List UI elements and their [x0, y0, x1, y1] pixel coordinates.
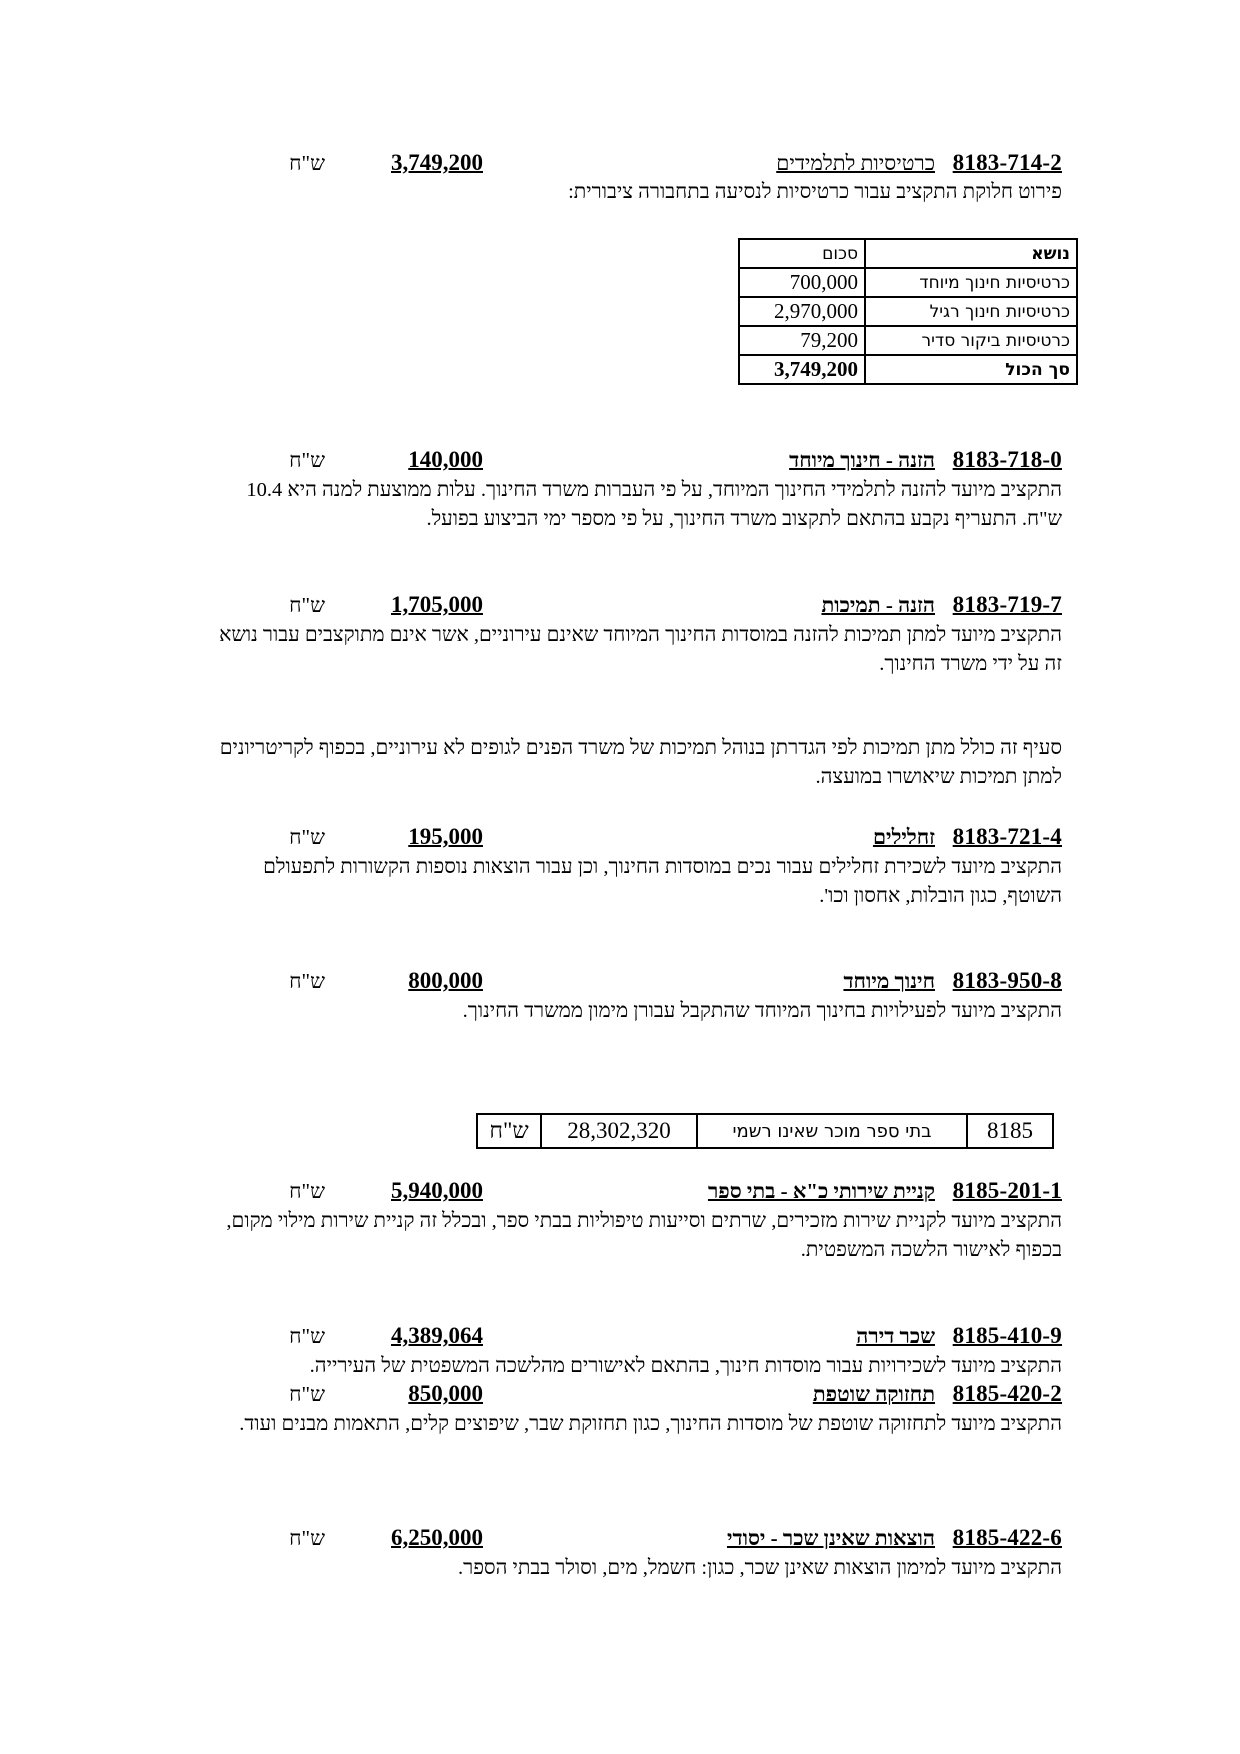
- budget-item-title: שכר דירה: [856, 1324, 935, 1348]
- budget-item-header: [0, 824, 1240, 854]
- budget-item-code: 8183-721-4: [952, 824, 1062, 849]
- budget-item-description: התקציב מיועד למתן תמיכות להזנה במוסדות החינוך המיוחד שאינם עירוניים, אשר אינם מתוקצבים עבור נושא זה על ידי משרד החינוך.: [219, 624, 1062, 675]
- column-header-amount: סכום: [739, 239, 865, 268]
- breakdown-table: [738, 238, 1078, 385]
- budget-item-title: קניית שירותי כ"א - בתי ספר: [707, 1179, 935, 1203]
- budget-item-note: סעיף זה כולל מתן תמיכות לפי הגדרתן בנוהל תמיכות של משרד הפנים לגופים לא עירוניים, בכפוף לקריטריונים למתן תמיכות שיאושרו במועצה.: [219, 737, 1062, 788]
- currency-label: ש"ח: [289, 1324, 325, 1348]
- budget-item-code: 8185-201-1: [952, 1178, 1062, 1203]
- total-label: סך הכול: [865, 355, 1077, 384]
- currency-label: ש"ח: [289, 448, 325, 472]
- budget-item-header: [0, 150, 1240, 180]
- budget-item-amount: 140,000: [408, 447, 483, 472]
- currency-label: ש"ח: [289, 1382, 325, 1406]
- budget-item-header: [0, 1381, 1240, 1411]
- table-row: [739, 297, 1077, 326]
- budget-item-title: זחלילים: [872, 825, 935, 849]
- budget-item-header: [0, 968, 1240, 998]
- budget-item-description: התקציב מיועד לפעילויות בחינוך המיוחד שהתקבל עבורן מימון ממשרד החינוך.: [462, 1000, 1062, 1022]
- budget-item-amount: 850,000: [408, 1381, 483, 1406]
- budget-item-amount: 195,000: [408, 824, 483, 849]
- total-amount: 3,749,200: [739, 355, 865, 384]
- table-row: [739, 326, 1077, 355]
- chapter-title: בתי ספר מוכר שאינו רשמי: [697, 1114, 967, 1148]
- row-amount: 79,200: [739, 326, 865, 355]
- currency-label: ש"ח: [289, 825, 325, 849]
- budget-item-title: הוצאות שאינן שכר - יסודי: [726, 1526, 935, 1550]
- budget-item-title: הזנה - חינוך מיוחד: [789, 448, 935, 472]
- budget-item-amount: 1,705,000: [391, 592, 483, 617]
- table-row: [739, 268, 1077, 297]
- budget-item-amount: 5,940,000: [391, 1178, 483, 1203]
- budget-item-code: 8183-718-0: [952, 447, 1062, 472]
- chapter-code: 8185: [967, 1114, 1053, 1148]
- budget-item-description: התקציב מיועד לקניית שירות מזכירים, שרתים וסייעות טיפוליות בבתי ספר, ובכלל זה קניית שירות מילוי מקום, בכפוף לאישור הלשכה המשפטית.: [226, 1210, 1062, 1261]
- budget-item-description: פירוט חלוקת התקציב עבור כרטיסיות לנסיעה בתחבורה ציבורית:: [568, 181, 1062, 203]
- budget-item-description: התקציב מיועד למימון הוצאות שאינן שכר, כגון: חשמל, מים, וסולר בבתי הספר.: [458, 1557, 1062, 1579]
- row-amount: 2,970,000: [739, 297, 865, 326]
- budget-item-header: [0, 1323, 1240, 1353]
- budget-item-code: 8183-714-2: [952, 150, 1062, 175]
- budget-item-amount: 800,000: [408, 968, 483, 993]
- budget-item-description: התקציב מיועד לשכירת זחלילים עבור נכים במוסדות החינוך, וכן עבור הוצאות נוספות הקשורות לתפעולם השוטף, כגון הובלות, אחסון וכו'.: [263, 856, 1062, 907]
- row-subject: כרטיסיות חינוך רגיל: [865, 297, 1077, 326]
- currency-label: ש"ח: [289, 1526, 325, 1550]
- budget-item-amount: 3,749,200: [391, 150, 483, 175]
- chapter-currency: ש"ח: [477, 1114, 541, 1148]
- budget-item-header: [0, 1178, 1240, 1208]
- currency-label: ש"ח: [289, 969, 325, 993]
- budget-item-code: 8185-420-2: [952, 1381, 1062, 1406]
- budget-item-title: הזנה - תמיכות: [821, 593, 935, 617]
- column-header-subject: נושא: [865, 239, 1077, 268]
- budget-item-code: 8183-950-8: [952, 968, 1062, 993]
- table-total-row: [739, 355, 1077, 384]
- budget-item-amount: 6,250,000: [391, 1525, 483, 1550]
- budget-item-title: חינוך מיוחד: [843, 969, 935, 993]
- budget-item-code: 8185-410-9: [952, 1323, 1062, 1348]
- budget-item-title: כרטיסיות לתלמידים: [776, 151, 935, 175]
- row-amount: 700,000: [739, 268, 865, 297]
- budget-item-description: התקציב מיועד לתחזוקה שוטפת של מוסדות החינוך, כגון תחזוקת שבר, שיפוצים קלים, התאמות מבנים ועוד.: [239, 1413, 1062, 1435]
- chapter-summary-box: [476, 1113, 1054, 1149]
- budget-item-description: התקציב מיועד לשכירויות עבור מוסדות חינוך, בהתאם לאישורים מהלשכה המשפטית של העירייה.: [309, 1355, 1062, 1377]
- table-header-row: [739, 239, 1077, 268]
- currency-label: ש"ח: [289, 151, 325, 175]
- budget-item-title: תחזוקה שוטפת: [812, 1382, 935, 1406]
- row-subject: כרטיסיות ביקור סדיר: [865, 326, 1077, 355]
- budget-item-code: 8183-719-7: [952, 592, 1062, 617]
- budget-item-description: התקציב מיועד להזנה לתלמידי החינוך המיוחד, על פי העברות משרד החינוך. עלות ממוצעת למנה היא 10.4 ש"ח. התעריף נקבע בהתאם לתקצוב משרד החינוך, על פי מספר ימי הביצוע בפועל.: [246, 479, 1062, 530]
- currency-label: ש"ח: [289, 1179, 325, 1203]
- currency-label: ש"ח: [289, 593, 325, 617]
- budget-item-header: [0, 592, 1240, 622]
- chapter-amount: 28,302,320: [541, 1114, 697, 1148]
- budget-item-header: [0, 1525, 1240, 1555]
- budget-item-code: 8185-422-6: [952, 1525, 1062, 1550]
- budget-item-amount: 4,389,064: [391, 1323, 483, 1348]
- budget-item-header: [0, 447, 1240, 477]
- row-subject: כרטיסיות חינוך מיוחד: [865, 268, 1077, 297]
